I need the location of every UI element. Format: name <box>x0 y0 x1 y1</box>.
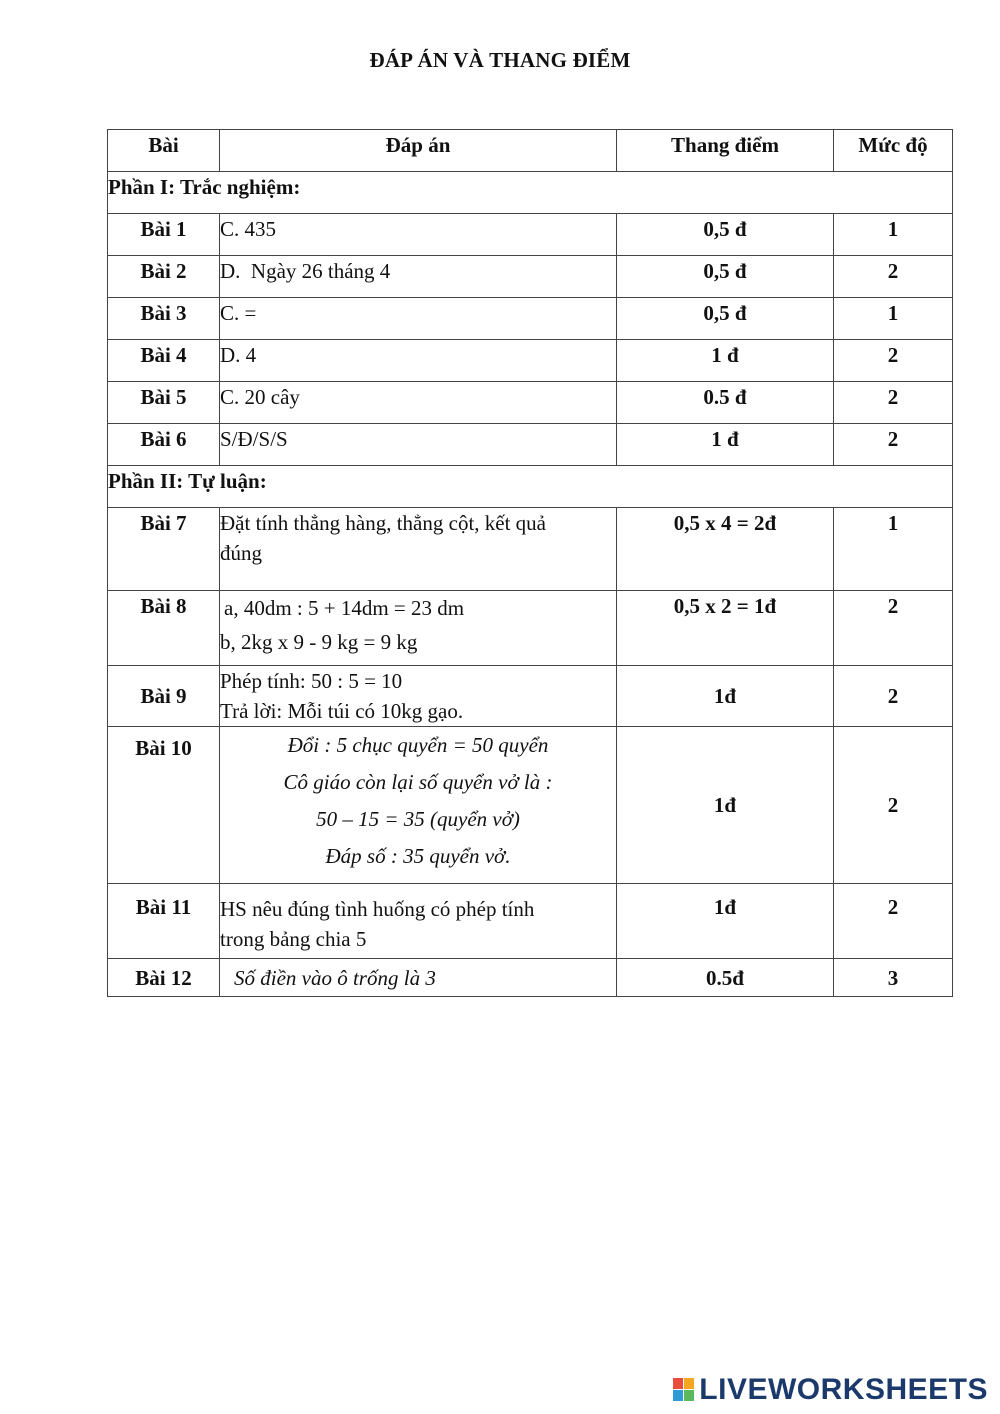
answer-line: Đổi : 5 chục quyển = 50 quyển <box>287 733 549 757</box>
row-answer <box>220 884 617 959</box>
row-answer: Số điền vào ô trống là 3 <box>220 959 617 997</box>
table-row <box>108 214 953 256</box>
table-row <box>108 340 953 382</box>
answer-line: a, 40dm : 5 + 14dm = 23 dm <box>224 596 465 620</box>
row-bai: Bài 4 <box>108 340 220 382</box>
row-level: 2 <box>834 727 953 884</box>
row-bai: Bài 10 <box>108 727 220 884</box>
row-score: 0.5đ <box>617 959 834 997</box>
row-bai: Bài 2 <box>108 256 220 298</box>
table-row <box>108 256 953 298</box>
section-part-1: Phần I: Trắc nghiệm: <box>108 172 953 214</box>
liveworksheets-logo-icon <box>673 1378 695 1402</box>
row-bai: Bài 9 <box>108 666 220 727</box>
answer-line: Cô giáo còn lại số quyển vở là : <box>283 770 553 794</box>
row-level: 2 <box>834 884 953 959</box>
answer-line: đúng <box>220 541 262 565</box>
page-title: ĐÁP ÁN VÀ THANG ĐIỂM <box>369 48 631 72</box>
row-level: 2 <box>834 340 953 382</box>
table-row <box>108 884 953 959</box>
row-score: 0,5 đ <box>617 256 834 298</box>
row-level: 2 <box>834 382 953 424</box>
row-bai: Bài 6 <box>108 424 220 466</box>
table-row <box>108 727 953 884</box>
row-level: 1 <box>834 298 953 340</box>
row-score: 1đ <box>617 727 834 884</box>
logo-text: LIVEWORKSHEETS <box>699 1373 988 1406</box>
answer-line: 50 – 15 = 35 (quyển vở) <box>316 807 520 831</box>
answer-line: b, 2kg x 9 - 9 kg = 9 kg <box>220 630 418 654</box>
header-thang-diem: Thang điểm <box>617 130 834 172</box>
header-dap-an: Đáp án <box>220 130 617 172</box>
table-row <box>108 666 953 727</box>
section-row <box>108 466 953 508</box>
table-header-row <box>108 130 953 172</box>
section-row <box>108 172 953 214</box>
row-bai: Bài 8 <box>108 591 220 666</box>
row-answer: S/Đ/S/S <box>220 424 617 466</box>
row-answer: D. 4 <box>220 340 617 382</box>
row-bai: Bài 7 <box>108 508 220 591</box>
row-score: 1đ <box>617 884 834 959</box>
table-row <box>108 382 953 424</box>
answer-line: HS nêu đúng tình huống có phép tính <box>220 897 535 921</box>
answer-line: Trả lời: Mỗi túi có 10kg gạo. <box>220 699 464 723</box>
row-answer <box>220 666 617 727</box>
answer-line: Phép tính: 50 : 5 = 10 <box>220 669 403 693</box>
section-part-2: Phần II: Tự luận: <box>108 466 953 508</box>
row-bai: Bài 11 <box>108 884 220 959</box>
answer-line: trong bảng chia 5 <box>220 927 367 951</box>
table-row <box>108 508 953 591</box>
answer-line: Đáp số : 35 quyển vở. <box>325 844 511 868</box>
row-score: 1 đ <box>617 424 834 466</box>
row-level: 1 <box>834 508 953 591</box>
liveworksheets-logo <box>673 1374 988 1406</box>
row-answer <box>220 591 617 666</box>
table-row <box>108 959 953 997</box>
row-answer <box>220 508 617 591</box>
table-row <box>108 424 953 466</box>
answer-table <box>107 129 953 997</box>
row-score: 0,5 x 4 = 2đ <box>617 508 834 591</box>
row-answer: D. Ngày 26 tháng 4 <box>220 256 617 298</box>
row-level: 2 <box>834 666 953 727</box>
header-bai: Bài <box>108 130 220 172</box>
row-score: 0,5 x 2 = 1đ <box>617 591 834 666</box>
row-score: 0,5 đ <box>617 298 834 340</box>
row-bai: Bài 1 <box>108 214 220 256</box>
table-row <box>108 298 953 340</box>
row-score: 0.5 đ <box>617 382 834 424</box>
answer-line: Đặt tính thẳng hàng, thẳng cột, kết quả <box>220 511 547 535</box>
row-answer <box>220 727 617 884</box>
row-score: 0,5 đ <box>617 214 834 256</box>
row-level: 2 <box>834 256 953 298</box>
row-level: 3 <box>834 959 953 997</box>
row-level: 2 <box>834 591 953 666</box>
row-answer: C. 435 <box>220 214 617 256</box>
row-bai: Bài 3 <box>108 298 220 340</box>
table-row <box>108 591 953 666</box>
row-level: 2 <box>834 424 953 466</box>
header-muc-do: Mức độ <box>834 130 953 172</box>
row-level: 1 <box>834 214 953 256</box>
row-bai: Bài 12 <box>108 959 220 997</box>
row-bai: Bài 5 <box>108 382 220 424</box>
row-answer: C. = <box>220 298 617 340</box>
row-score: 1đ <box>617 666 834 727</box>
row-score: 1 đ <box>617 340 834 382</box>
row-answer: C. 20 cây <box>220 382 617 424</box>
